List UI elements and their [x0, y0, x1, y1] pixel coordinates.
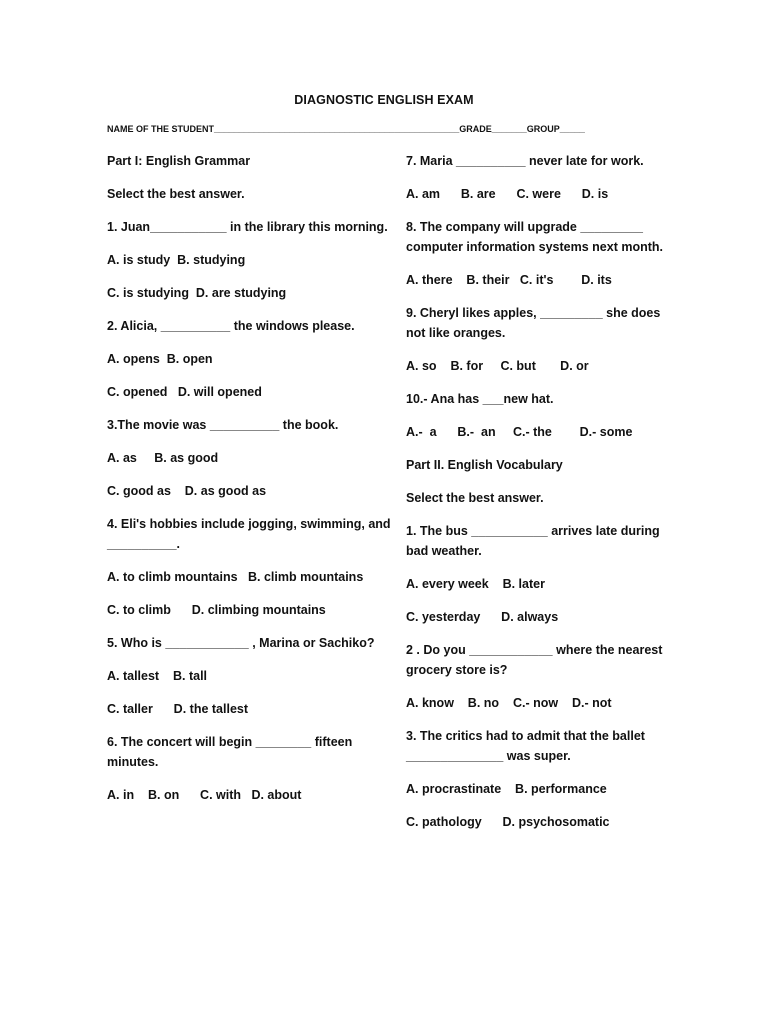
question-5-options-a: A. tallest B. tall [107, 669, 208, 683]
vocab-question-3-options-a: A. procrastinate B. performance [406, 782, 607, 796]
question-4: 4. Eli's hobbies include jogging, swimming, and __________. [107, 517, 395, 551]
question-5-options-b: C. taller D. the tallest [107, 702, 249, 716]
section-heading-grammar: Part I: English Grammar [107, 154, 251, 168]
vocab-question-2-options: A. know B. no C.- now D.- not [406, 696, 612, 710]
question-10: 10.- Ana has ___new hat. [406, 392, 554, 406]
question-1: 1. Juan___________ in the library this morning. [107, 220, 388, 234]
question-3: 3.The movie was __________ the book. [107, 418, 339, 432]
question-6-options: A. in B. on C. with D. about [107, 788, 302, 802]
vocab-question-1-options-a: A. every week B. later [406, 577, 545, 591]
right-column [406, 151, 676, 845]
vocab-question-1-options-b: C. yesterday D. always [406, 610, 559, 624]
question-1-options-b: C. is studying D. are studying [107, 286, 287, 300]
instruction-text: Select the best answer. [107, 187, 245, 201]
question-4-options-a: A. to climb mountains B. climb mountains [107, 570, 364, 584]
vocab-question-2: 2 . Do you ____________ where the nearest grocery store is? [406, 643, 666, 677]
question-5: 5. Who is ____________ , Marina or Sachiko? [107, 636, 375, 650]
question-9-options: A. so B. for C. but D. or [406, 359, 589, 373]
question-7-options: A. am B. are C. were D. is [406, 187, 609, 201]
left-column [107, 151, 397, 818]
section-heading-vocabulary: Part II. English Vocabulary [406, 458, 563, 472]
question-10-options: A.- a B.- an C.- the D.- some [406, 425, 633, 439]
question-2: 2. Alicia, __________ the windows please. [107, 319, 355, 333]
vocab-question-3: 3. The critics had to admit that the ballet ______________ was super. [406, 729, 649, 763]
question-8: 8. The company will upgrade _________ computer information systems next month. [406, 220, 663, 254]
vocab-question-3-options-b: C. pathology D. psychosomatic [406, 815, 610, 829]
question-9: 9. Cheryl likes apples, _________ she does not like oranges. [406, 306, 664, 340]
question-7: 7. Maria __________ never late for work. [406, 154, 644, 168]
question-3-options-b: C. good as D. as good as [107, 484, 267, 498]
question-8-options: A. there B. their C. it's D. its [406, 273, 612, 287]
question-2-options-a: A. opens B. open [107, 352, 213, 366]
question-6: 6. The concert will begin ________ fifteen minutes. [107, 735, 356, 769]
question-2-options-b: C. opened D. will opened [107, 385, 262, 399]
question-4-options-b: C. to climb D. climbing mountains [107, 603, 326, 617]
student-info-line: NAME OF THE STUDENT_________________________________________________GRADE_______GROUP_____ [107, 124, 585, 134]
exam-title: DIAGNOSTIC ENGLISH EXAM [294, 93, 474, 107]
question-1-options-a: A. is study B. studying [107, 253, 246, 267]
instruction-text-vocabulary: Select the best answer. [406, 491, 544, 505]
vocab-question-1: 1. The bus ___________ arrives late during bad weather. [406, 524, 664, 558]
question-3-options-a: A. as B. as good [107, 451, 219, 465]
